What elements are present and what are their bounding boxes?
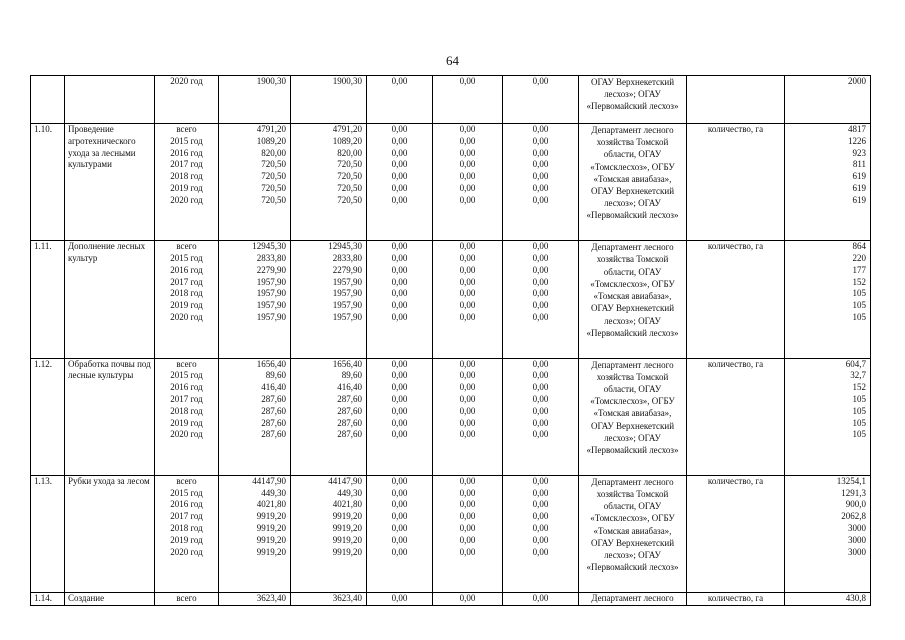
funding-cell: 0,00 [433,429,503,475]
budget-cell: 2833,80 [291,253,367,265]
indicator-cell: 430,8 [785,593,871,606]
funding-cell: 0,00 [367,370,433,382]
year-cell: 2020 год [155,76,219,124]
funding-cell: 0,00 [503,382,579,394]
total-cell: 12945,30 [219,241,291,253]
item-number-cell: 1.13. [31,475,65,592]
funding-cell: 0,00 [433,547,503,593]
indicator-cell: 1291,3 [785,488,871,500]
year-cell: всего [155,241,219,253]
total-cell: 287,60 [219,429,291,475]
total-cell: 449,30 [219,488,291,500]
indicator-cell: 105 [785,406,871,418]
indicator-cell: 105 [785,300,871,312]
table-row [31,241,871,253]
funding-cell: 0,00 [433,183,503,195]
funding-cell: 0,00 [433,406,503,418]
funding-cell: 0,00 [433,394,503,406]
indicator-cell: 923 [785,148,871,160]
budget-cell: 287,60 [291,394,367,406]
indicator-cell: 604,7 [785,358,871,370]
total-cell: 4791,20 [219,124,291,136]
year-cell: 2018 год [155,523,219,535]
funding-cell: 0,00 [503,195,579,241]
year-cell: 2019 год [155,183,219,195]
year-cell: 2019 год [155,418,219,430]
funding-cell: 0,00 [367,382,433,394]
year-cell: 2017 год [155,277,219,289]
total-cell: 1957,90 [219,300,291,312]
indicator-cell: 3000 [785,523,871,535]
funding-cell: 0,00 [367,523,433,535]
page-number: 64 [446,53,459,68]
total-cell: 720,50 [219,195,291,241]
total-cell: 720,50 [219,183,291,195]
unit-cell: количество, га [687,241,785,358]
unit-cell: количество, га [687,358,785,475]
total-cell: 287,60 [219,394,291,406]
budget-cell: 9919,20 [291,511,367,523]
budget-cell: 1089,20 [291,136,367,148]
budget-cell: 44147,90 [291,475,367,487]
total-cell: 2833,80 [219,253,291,265]
total-cell: 1089,20 [219,136,291,148]
program-table [30,75,871,606]
budget-cell: 416,40 [291,382,367,394]
executor-cell: Департамент лесного хозяйства Томской области, ОГАУ «Томсклесхоз», ОГБУ «Томская авиабаза», ОГАУ Верхнекетский лесхоз»; ОГАУ «Первомайский лесхоз» [579,475,687,592]
budget-cell: 3623,40 [291,593,367,606]
year-cell: всего [155,358,219,370]
funding-cell: 0,00 [503,253,579,265]
item-number-cell: 1.12. [31,358,65,475]
indicator-cell: 105 [785,394,871,406]
funding-cell: 0,00 [503,312,579,358]
indicator-cell: 864 [785,241,871,253]
year-cell: 2016 год [155,499,219,511]
budget-cell: 9919,20 [291,547,367,593]
funding-cell: 0,00 [433,76,503,124]
funding-cell: 0,00 [367,418,433,430]
funding-cell: 0,00 [503,535,579,547]
year-cell: 2018 год [155,171,219,183]
funding-cell: 0,00 [433,358,503,370]
funding-cell: 0,00 [433,136,503,148]
year-cell: 2018 год [155,288,219,300]
year-cell: 2020 год [155,195,219,241]
funding-cell: 0,00 [503,76,579,124]
total-cell: 720,50 [219,159,291,171]
funding-cell: 0,00 [367,394,433,406]
budget-cell: 287,60 [291,418,367,430]
item-name-cell: Обработка почвы под лесные культуры [65,358,155,475]
budget-cell: 2279,90 [291,265,367,277]
funding-cell: 0,00 [367,593,433,606]
funding-cell: 0,00 [503,475,579,487]
total-cell: 416,40 [219,382,291,394]
indicator-cell: 3000 [785,547,871,593]
funding-cell: 0,00 [433,370,503,382]
funding-cell: 0,00 [503,394,579,406]
funding-cell: 0,00 [367,547,433,593]
item-number-cell [31,76,65,124]
year-cell: 2019 год [155,535,219,547]
total-cell: 820,00 [219,148,291,160]
funding-cell: 0,00 [367,535,433,547]
year-cell: всего [155,475,219,487]
funding-cell: 0,00 [503,300,579,312]
funding-cell: 0,00 [503,593,579,606]
budget-cell: 4021,80 [291,499,367,511]
funding-cell: 0,00 [433,475,503,487]
year-cell: 2015 год [155,136,219,148]
indicator-cell: 105 [785,429,871,475]
year-cell: 2019 год [155,300,219,312]
item-name-cell: Рубки ухода за лесом [65,475,155,592]
budget-cell: 12945,30 [291,241,367,253]
total-cell: 287,60 [219,418,291,430]
funding-cell: 0,00 [503,136,579,148]
budget-cell: 720,50 [291,195,367,241]
total-cell: 3623,40 [219,593,291,606]
funding-cell: 0,00 [433,253,503,265]
indicator-cell: 105 [785,312,871,358]
indicator-cell: 1226 [785,136,871,148]
indicator-cell: 619 [785,183,871,195]
budget-cell: 820,00 [291,148,367,160]
total-cell: 9919,20 [219,511,291,523]
indicator-cell: 3000 [785,535,871,547]
funding-cell: 0,00 [367,499,433,511]
funding-cell: 0,00 [367,265,433,277]
funding-cell: 0,00 [367,475,433,487]
funding-cell: 0,00 [503,370,579,382]
executor-cell: Департамент лесного [579,593,687,606]
indicator-cell: 105 [785,418,871,430]
funding-cell: 0,00 [433,523,503,535]
funding-cell: 0,00 [433,265,503,277]
unit-cell: количество, га [687,124,785,241]
funding-cell: 0,00 [433,148,503,160]
year-cell: 2015 год [155,253,219,265]
funding-cell: 0,00 [367,358,433,370]
total-cell: 1957,90 [219,277,291,289]
budget-cell: 720,50 [291,171,367,183]
funding-cell: 0,00 [433,241,503,253]
item-number-cell: 1.10. [31,124,65,241]
year-cell: 2018 год [155,406,219,418]
executor-cell: Департамент лесного хозяйства Томской области, ОГАУ «Томсклесхоз», ОГБУ «Томская авиабаза», ОГАУ Верхнекетский лесхоз»; ОГАУ «Первомайский лесхоз» [579,124,687,241]
funding-cell: 0,00 [367,312,433,358]
total-cell: 1900,30 [219,76,291,124]
indicator-cell: 177 [785,265,871,277]
budget-cell: 1957,90 [291,300,367,312]
funding-cell: 0,00 [367,136,433,148]
year-cell: 2017 год [155,159,219,171]
budget-cell: 449,30 [291,488,367,500]
item-name-cell: Создание [65,593,155,606]
table-row [31,358,871,370]
indicator-cell: 2000 [785,76,871,124]
table-row [31,593,871,606]
budget-cell: 9919,20 [291,535,367,547]
funding-cell: 0,00 [503,523,579,535]
total-cell: 9919,20 [219,535,291,547]
indicator-cell: 811 [785,159,871,171]
unit-cell [687,76,785,124]
indicator-cell: 152 [785,382,871,394]
funding-cell: 0,00 [367,124,433,136]
table-row [31,124,871,136]
year-cell: 2016 год [155,148,219,160]
indicator-cell: 900,0 [785,499,871,511]
year-cell: всего [155,124,219,136]
funding-cell: 0,00 [433,499,503,511]
indicator-cell: 13254,1 [785,475,871,487]
funding-cell: 0,00 [503,241,579,253]
funding-cell: 0,00 [503,148,579,160]
funding-cell: 0,00 [367,406,433,418]
total-cell: 44147,90 [219,475,291,487]
funding-cell: 0,00 [367,429,433,475]
unit-cell: количество, га [687,475,785,592]
budget-cell: 720,50 [291,183,367,195]
funding-cell: 0,00 [367,171,433,183]
funding-cell: 0,00 [433,312,503,358]
funding-cell: 0,00 [367,488,433,500]
funding-cell: 0,00 [503,265,579,277]
funding-cell: 0,00 [433,382,503,394]
funding-cell: 0,00 [433,511,503,523]
year-cell: 2016 год [155,382,219,394]
item-name-cell: Проведение агротехнического ухода за лесными культурами [65,124,155,241]
funding-cell: 0,00 [503,171,579,183]
funding-cell: 0,00 [367,300,433,312]
total-cell: 89,60 [219,370,291,382]
indicator-cell: 619 [785,195,871,241]
item-number-cell: 1.14. [31,593,65,606]
indicator-cell: 105 [785,288,871,300]
item-name-cell [65,76,155,124]
budget-cell: 287,60 [291,429,367,475]
executor-cell: Департамент лесного хозяйства Томской области, ОГАУ «Томсклесхоз», ОГБУ «Томская авиабаза», ОГАУ Верхнекетский лесхоз»; ОГАУ «Первомайский лесхоз» [579,358,687,475]
budget-cell: 1957,90 [291,277,367,289]
funding-cell: 0,00 [367,277,433,289]
funding-cell: 0,00 [433,288,503,300]
funding-cell: 0,00 [433,593,503,606]
indicator-cell: 619 [785,171,871,183]
funding-cell: 0,00 [503,511,579,523]
funding-cell: 0,00 [433,124,503,136]
funding-cell: 0,00 [433,171,503,183]
budget-cell: 9919,20 [291,523,367,535]
year-cell: 2020 год [155,429,219,475]
funding-cell: 0,00 [503,406,579,418]
total-cell: 9919,20 [219,523,291,535]
funding-cell: 0,00 [367,76,433,124]
budget-cell: 1957,90 [291,288,367,300]
total-cell: 9919,20 [219,547,291,593]
indicator-cell: 2062,8 [785,511,871,523]
total-cell: 1656,40 [219,358,291,370]
funding-cell: 0,00 [367,241,433,253]
year-cell: 2015 год [155,488,219,500]
budget-cell: 720,50 [291,159,367,171]
funding-cell: 0,00 [433,159,503,171]
total-cell: 287,60 [219,406,291,418]
funding-cell: 0,00 [367,253,433,265]
indicator-cell: 4817 [785,124,871,136]
table-row [31,76,871,124]
executor-cell: ОГАУ Верхнекетский лесхоз»; ОГАУ «Первомайский лесхоз» [579,76,687,124]
total-cell: 1957,90 [219,312,291,358]
indicator-cell: 220 [785,253,871,265]
funding-cell: 0,00 [433,300,503,312]
funding-cell: 0,00 [503,418,579,430]
year-cell: 2017 год [155,394,219,406]
funding-cell: 0,00 [503,277,579,289]
funding-cell: 0,00 [367,148,433,160]
funding-cell: 0,00 [503,547,579,593]
funding-cell: 0,00 [503,358,579,370]
item-number-cell: 1.11. [31,241,65,358]
funding-cell: 0,00 [433,535,503,547]
funding-cell: 0,00 [367,159,433,171]
total-cell: 4021,80 [219,499,291,511]
budget-cell: 89,60 [291,370,367,382]
funding-cell: 0,00 [503,159,579,171]
funding-cell: 0,00 [433,488,503,500]
year-cell: 2017 год [155,511,219,523]
funding-cell: 0,00 [503,124,579,136]
year-cell: 2020 год [155,547,219,593]
year-cell: всего [155,593,219,606]
budget-cell: 4791,20 [291,124,367,136]
funding-cell: 0,00 [367,288,433,300]
total-cell: 2279,90 [219,265,291,277]
budget-cell: 1656,40 [291,358,367,370]
funding-cell: 0,00 [433,418,503,430]
year-cell: 2015 год [155,370,219,382]
indicator-cell: 152 [785,277,871,289]
budget-cell: 1957,90 [291,312,367,358]
funding-cell: 0,00 [367,195,433,241]
budget-cell: 287,60 [291,406,367,418]
executor-cell: Департамент лесного хозяйства Томской области, ОГАУ «Томсклесхоз», ОГБУ «Томская авиабаза», ОГАУ Верхнекетский лесхоз»; ОГАУ «Первомайский лесхоз» [579,241,687,358]
funding-cell: 0,00 [503,288,579,300]
unit-cell: количество, га [687,593,785,606]
funding-cell: 0,00 [433,195,503,241]
budget-cell: 1900,30 [291,76,367,124]
funding-cell: 0,00 [503,429,579,475]
funding-cell: 0,00 [367,183,433,195]
total-cell: 720,50 [219,171,291,183]
funding-cell: 0,00 [503,183,579,195]
total-cell: 1957,90 [219,288,291,300]
item-name-cell: Дополнение лесных культур [65,241,155,358]
funding-cell: 0,00 [367,511,433,523]
funding-cell: 0,00 [433,277,503,289]
year-cell: 2020 год [155,312,219,358]
indicator-cell: 32,7 [785,370,871,382]
funding-cell: 0,00 [503,488,579,500]
year-cell: 2016 год [155,265,219,277]
funding-cell: 0,00 [503,499,579,511]
table-row [31,475,871,487]
